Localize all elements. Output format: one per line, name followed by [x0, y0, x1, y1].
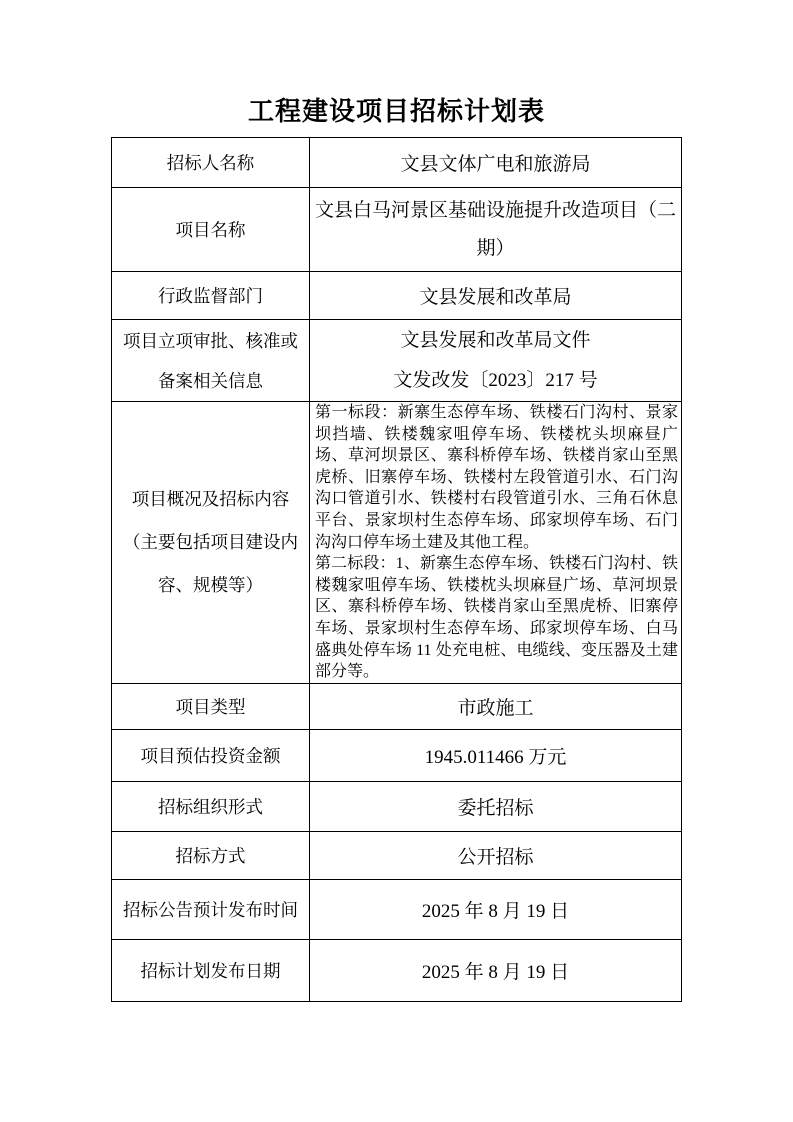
table-row-approval-info	[112, 320, 682, 402]
table-row-supervision-dept	[112, 272, 682, 320]
row-value: 委托招标	[310, 782, 682, 832]
table-row-bidder-name	[112, 138, 682, 188]
row-value: 市政施工	[310, 684, 682, 730]
bidding-plan-table	[111, 137, 682, 1002]
row-value-line: 文县发展和改革局文件	[400, 329, 591, 351]
row-label: 行政监督部门	[112, 272, 310, 320]
row-label: 项目立项审批、核准或备案相关信息	[112, 320, 310, 402]
row-label: 项目名称	[112, 188, 310, 272]
row-label: 项目预估投资金额	[112, 730, 310, 782]
table-row-organization-form	[112, 782, 682, 832]
table-row-project-overview	[112, 402, 682, 684]
row-value: 文县发展和改革局	[310, 272, 682, 320]
row-label: 项目概况及招标内容（主要包括项目建设内容、规模等）	[112, 402, 310, 684]
row-label: 招标公告预计发布时间	[112, 880, 310, 940]
table-row-bidding-method	[112, 832, 682, 880]
row-label: 招标计划发布日期	[112, 940, 310, 1002]
row-value	[310, 320, 682, 402]
row-value: 2025 年 8 月 19 日	[310, 880, 682, 940]
overview-paragraph-section1: 第一标段：新寨生态停车场、铁楼石门沟村、景家坝挡墙、铁楼魏家咀停车场、铁楼枕头坝麻昼广场、草河坝景区、寨科桥停车场、铁楼肖家山至黑虎桥、旧寨停车场、铁楼村左段管道引水、石门沟沟口管道引水、铁楼村右段管道引水、三角石休息平台、景家坝村生态停车场、邱家坝停车场、石门沟沟口停车场土建及其他工程。	[315, 404, 678, 551]
table-row-plan-publish-date	[112, 940, 682, 1002]
row-value: 文县白马河景区基础设施提升改造项目（二期）	[310, 188, 682, 272]
row-label: 招标人名称	[112, 138, 310, 188]
row-label: 招标组织形式	[112, 782, 310, 832]
document-title: 工程建设项目招标计划表	[247, 97, 545, 126]
row-value: 公开招标	[310, 832, 682, 880]
table-row-announcement-date	[112, 880, 682, 940]
row-value-line: 文发改发〔2023〕217 号	[393, 369, 598, 391]
row-value	[310, 402, 682, 684]
row-value: 文县文体广电和旅游局	[310, 138, 682, 188]
overview-paragraph-section2: 第二标段：1、新寨生态停车场、铁楼石门沟村、铁楼魏家咀停车场、铁楼枕头坝麻昼广场、草河坝景区、寨科桥停车场、铁楼肖家山至黑虎桥、旧寨停车场、景家坝村生态停车场、邱家坝停车场、白马盛典处停车场 11 处充电桩、电缆线、变压器及土建部分等。	[315, 555, 678, 681]
row-value: 1945.011466 万元	[310, 730, 682, 782]
table-row-estimated-investment	[112, 730, 682, 782]
table-row-project-name	[112, 188, 682, 272]
row-label: 项目类型	[112, 684, 310, 730]
row-value: 2025 年 8 月 19 日	[310, 940, 682, 1002]
table-row-project-type	[112, 684, 682, 730]
row-label: 招标方式	[112, 832, 310, 880]
